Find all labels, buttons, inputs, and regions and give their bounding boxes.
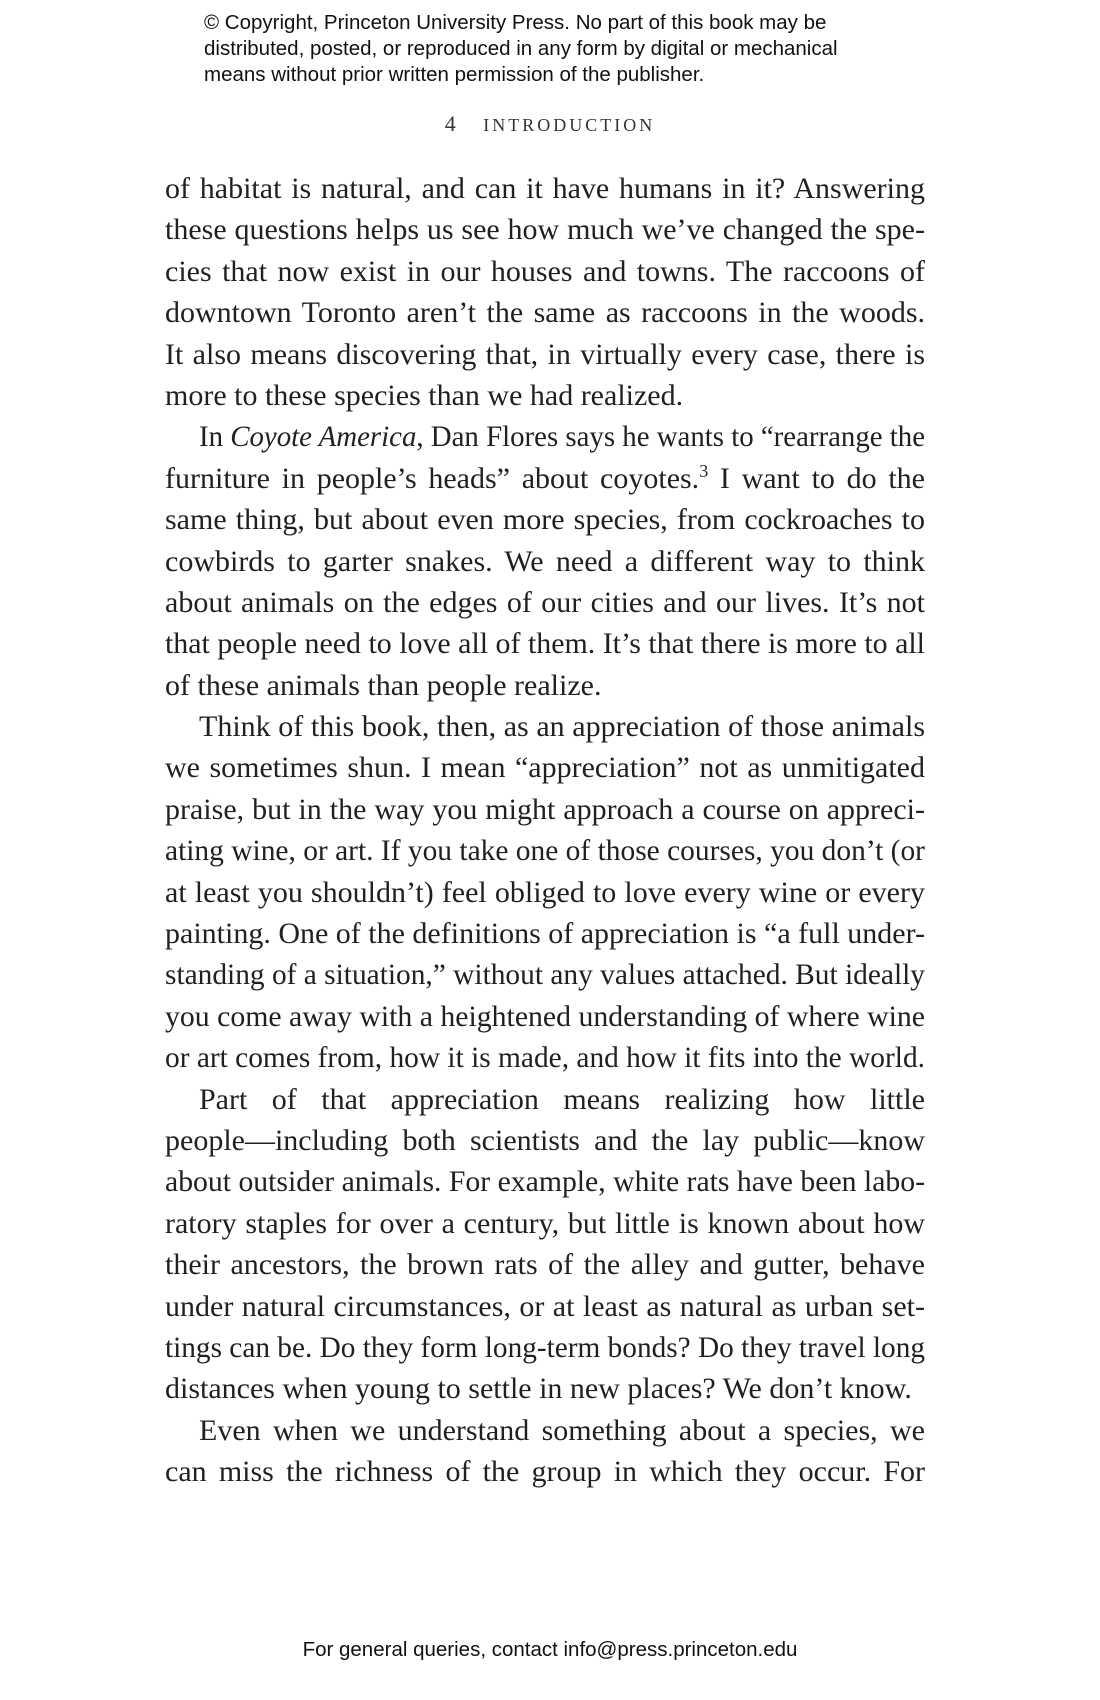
text-line [165,1037,925,1078]
text-segment: under natural circumstances, or at least as natural as urban set- [165,1289,925,1323]
text-segment: Even when we understand something about a species, we [199,1413,925,1447]
text-line-content [165,913,925,954]
text-line-content [165,1286,925,1327]
text-line [165,954,925,995]
text-line-content [165,251,925,292]
text-segment: standing of a situation,” without any values attached. But ideally [165,958,925,992]
text-line-content [165,541,925,582]
paragraph [165,416,925,706]
text-segment: Think of this book, then, as an appreciation of those animals [199,710,925,744]
body-text [165,168,925,1493]
text-line [165,1327,925,1368]
italic-title: Coyote America [230,420,417,454]
text-segment: distances when young to settle in new places? We don’t know. [165,1372,912,1406]
text-line [165,665,925,706]
text-line-content [199,706,925,747]
text-line [165,416,925,457]
paragraph [165,168,925,416]
text-line-content [165,830,925,871]
text-segment: about animals on the edges of our cities and our lives. It’s not [165,585,925,619]
text-line [165,541,925,582]
text-line-content [165,1203,925,1244]
text-segment: that people need to love all of them. It’s that there is more to all [165,627,925,661]
text-line [165,499,925,540]
text-line [165,872,925,913]
text-line-content [165,996,925,1037]
text-line [165,168,925,209]
page-number: 4 [444,111,456,136]
chapter-title: INTRODUCTION [483,115,656,135]
text-segment: Part of that appreciation means realizing how little [199,1082,925,1116]
text-line [165,1203,925,1244]
text-segment: In [199,420,231,454]
text-segment: of habitat is natural, and can it have humans in it? Answering [165,172,925,205]
text-segment: their ancestors, the brown rats of the alley and gutter, behave [165,1248,925,1282]
text-line-content [165,1368,912,1409]
paragraph [165,1410,925,1493]
text-line-content [199,416,925,457]
text-line-content [165,458,925,499]
text-segment: cies that now exist in our houses and towns. The raccoons of [165,254,925,288]
text-line [165,1286,925,1327]
text-line [165,913,925,954]
text-line [165,582,925,623]
text-line-content [199,1079,925,1120]
text-segment: of these animals than people realize. [165,668,602,702]
paragraph [165,706,925,1079]
text-segment: It also means discovering that, in virtually every case, there is [165,337,925,371]
copyright-line: distributed, posted, or reproduced in any form by digital or mechanical [204,37,838,60]
text-line [165,706,925,747]
text-segment: we sometimes shun. I mean “appreciation” not as unmitigated [165,751,925,785]
text-line-content [165,1327,925,1368]
text-segment: people—including both scientists and the lay public—know [165,1123,925,1157]
text-line [165,996,925,1037]
text-line-content [165,789,925,830]
text-segment: at least you shouldn’t) feel obliged to love every wine or every [165,875,925,909]
text-segment: downtown Toronto aren’t the same as raccoons in the woods. [165,296,925,330]
text-line [165,1244,925,1285]
text-line [165,1368,925,1409]
footer-contact: For general queries, contact info@press.princeton.edu [302,1638,798,1661]
text-segment: same thing, but about even more species, from cockroaches to [165,503,925,537]
text-segment: painting. One of the definitions of appreciation is “a full under- [165,917,925,951]
text-segment: praise, but in the way you might approach a course on appreci- [165,792,925,826]
text-line [165,830,925,871]
text-line-content [165,665,601,706]
text-line-content [165,623,925,664]
text-line [165,292,925,333]
text-line-content [165,1120,925,1161]
paragraph [165,1079,925,1410]
text-line [165,1410,925,1451]
text-line [165,375,925,416]
text-line [165,209,925,250]
text-segment: I want to do the [708,461,925,495]
text-segment: , Dan Flores says he wants to “rearrange the [416,420,925,454]
text-line-content [199,1410,925,1451]
text-line [165,1120,925,1161]
text-line-content [165,954,925,995]
text-line-content [165,747,925,788]
text-line-content [165,292,925,333]
text-line [165,458,925,499]
text-line-content [165,1451,925,1492]
copyright-line: © Copyright, Princeton University Press. No part of this book may be [204,11,827,34]
text-line [165,251,925,292]
text-segment: ratory staples for over a century, but little is known about how [165,1206,925,1240]
text-line-content [165,375,683,416]
text-line [165,789,925,830]
text-line [165,1451,925,1492]
footnote-ref: 3 [699,460,709,481]
text-line-content [165,582,925,623]
text-segment: tings can be. Do they form long-term bonds? Do they travel long [165,1330,925,1364]
copyright-line: means without prior written permission of the publisher. [204,63,705,86]
text-segment: cowbirds to garter snakes. We need a different way to think [165,544,925,578]
text-segment: more to these species than we had realized. [165,378,684,412]
text-segment: can miss the richness of the group in which they occur. For [165,1455,925,1489]
text-line-content [165,168,925,209]
text-line [165,1079,925,1120]
text-segment: ating wine, or art. If you take one of those courses, you don’t (or [165,834,925,868]
text-segment: these questions helps us see how much we’ve changed the spe- [165,213,925,247]
text-segment: you come away with a heightened understanding of where wine [165,999,925,1033]
text-line-content [165,1161,925,1202]
text-line [165,334,925,375]
text-segment: or art comes from, how it is made, and how it fits into the world. [165,1041,925,1075]
text-line-content [165,209,925,250]
text-line-content [165,872,925,913]
text-line [165,747,925,788]
text-line-content [165,1037,925,1078]
text-segment: furniture in people’s heads” about coyotes. [165,461,700,495]
text-line-content [165,334,925,375]
text-segment: about outsider animals. For example, white rats have been labo- [165,1165,925,1199]
running-head [0,111,1100,137]
copyright-notice [204,10,964,88]
text-line [165,623,925,664]
text-line-content [165,1244,925,1285]
text-line [165,1161,925,1202]
text-line-content [165,499,925,540]
